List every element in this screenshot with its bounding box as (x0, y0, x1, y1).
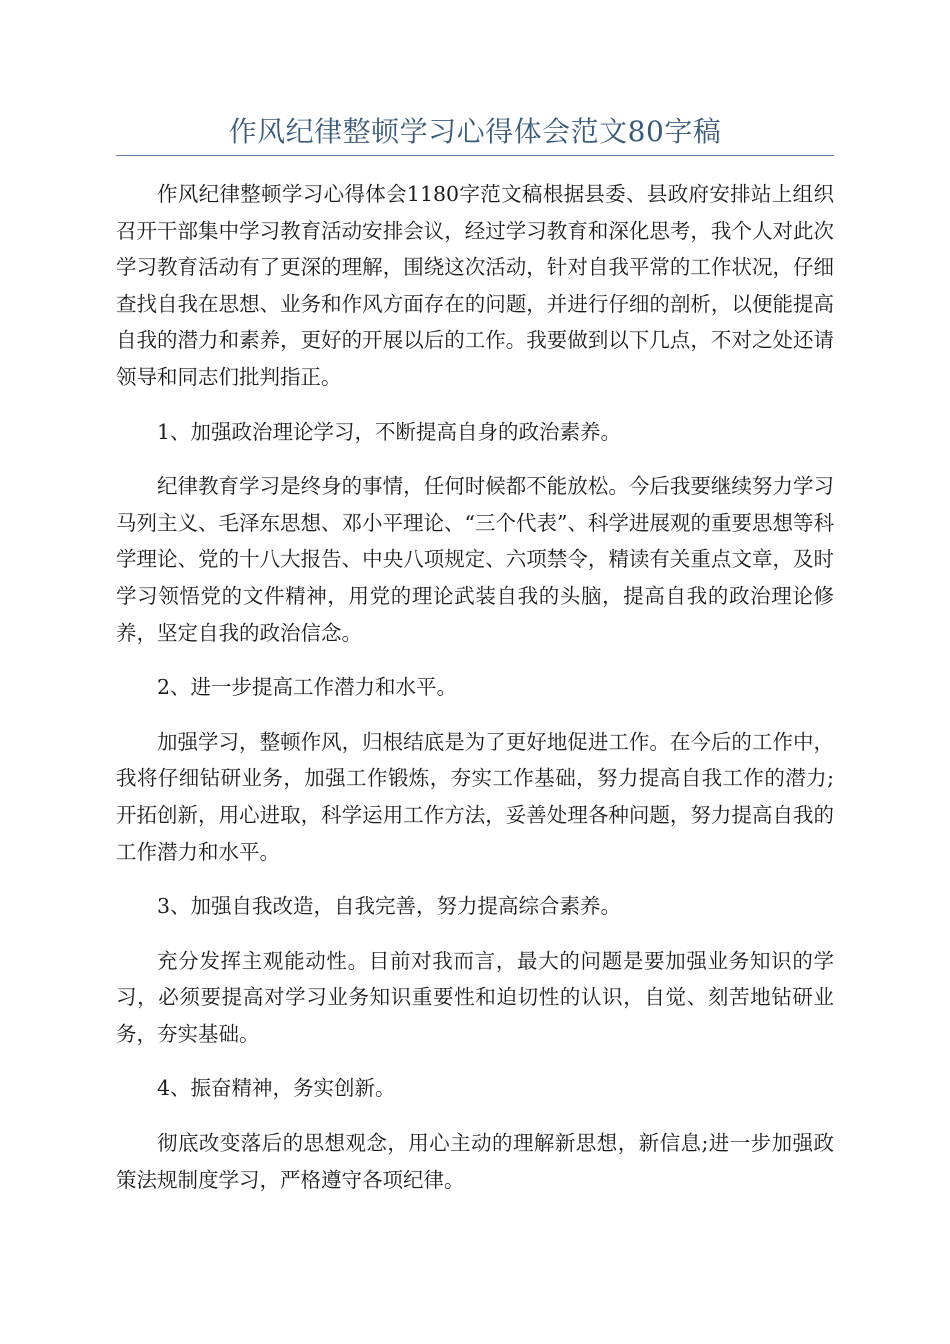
document-body (116, 176, 834, 1216)
section-heading-1: 1、加强政治理论学习，不断提高自身的政治素养。 (157, 419, 622, 444)
section-heading-2: 2、进一步提高工作潜力和水平。 (157, 675, 458, 700)
document-title: 作风纪律整顿学习心得体会范文80字稿 (228, 115, 722, 148)
title-underline (116, 155, 834, 156)
intro-paragraph: 作风纪律整顿学习心得体会1180字范文稿根据县委、县政府安排站上组织召开干部集中学习教育活动安排会议，经过学习教育和深化思考，我个人对此次学习教育活动有了更深的理解，围绕这次活动，针对自我平常的工作状况，仔细查找自我在思想、业务和作风方面存在的问题，并进行仔细的剖析，以便能提高自我的潜力和素养，更好的开展以后的工作。我要做到以下几点，不对之处还请领导和同志们批判指正。 (116, 182, 834, 389)
section-paragraph-3: 充分发挥主观能动性。目前对我而言，最大的问题是要加强业务知识的学习，必须要提高对学习业务知识重要性和迫切性的认识，自觉、刻苦地钻研业务，夯实基础。 (116, 948, 834, 1046)
section-paragraph-1: 纪律教育学习是终身的事情，任何时候都不能放松。今后我要继续努力学习马列主义、毛泽东思想、邓小平理论、“三个代表”、科学进展观的重要思想等科学理论、党的十八大报告、中央八项规定、六项禁令，精读有关重点文章，及时学习领悟党的文件精神，用党的理论武装自我的头脑，提高自我的政治理论修养，坚定自我的政治信念。 (116, 474, 834, 645)
section-paragraph-4: 彻底改变落后的思想观念，用心主动的理解新思想，新信息;进一步加强政策法规制度学习，严格遵守各项纪律。 (116, 1131, 834, 1192)
section-paragraph-2: 加强学习，整顿作风，归根结底是为了更好地促进工作。在今后的工作中，我将仔细钻研业务，加强工作锻炼，夯实工作基础，努力提高自我工作的潜力;开拓创新，用心进取，科学运用工作方法，妥善处理各种问题，努力提高自我的工作潜力和水平。 (116, 729, 834, 864)
section-heading-3: 3、加强自我改造，自我完善，努力提高综合素养。 (157, 894, 622, 919)
section-heading-4: 4、振奋精神，务实创新。 (157, 1076, 396, 1101)
